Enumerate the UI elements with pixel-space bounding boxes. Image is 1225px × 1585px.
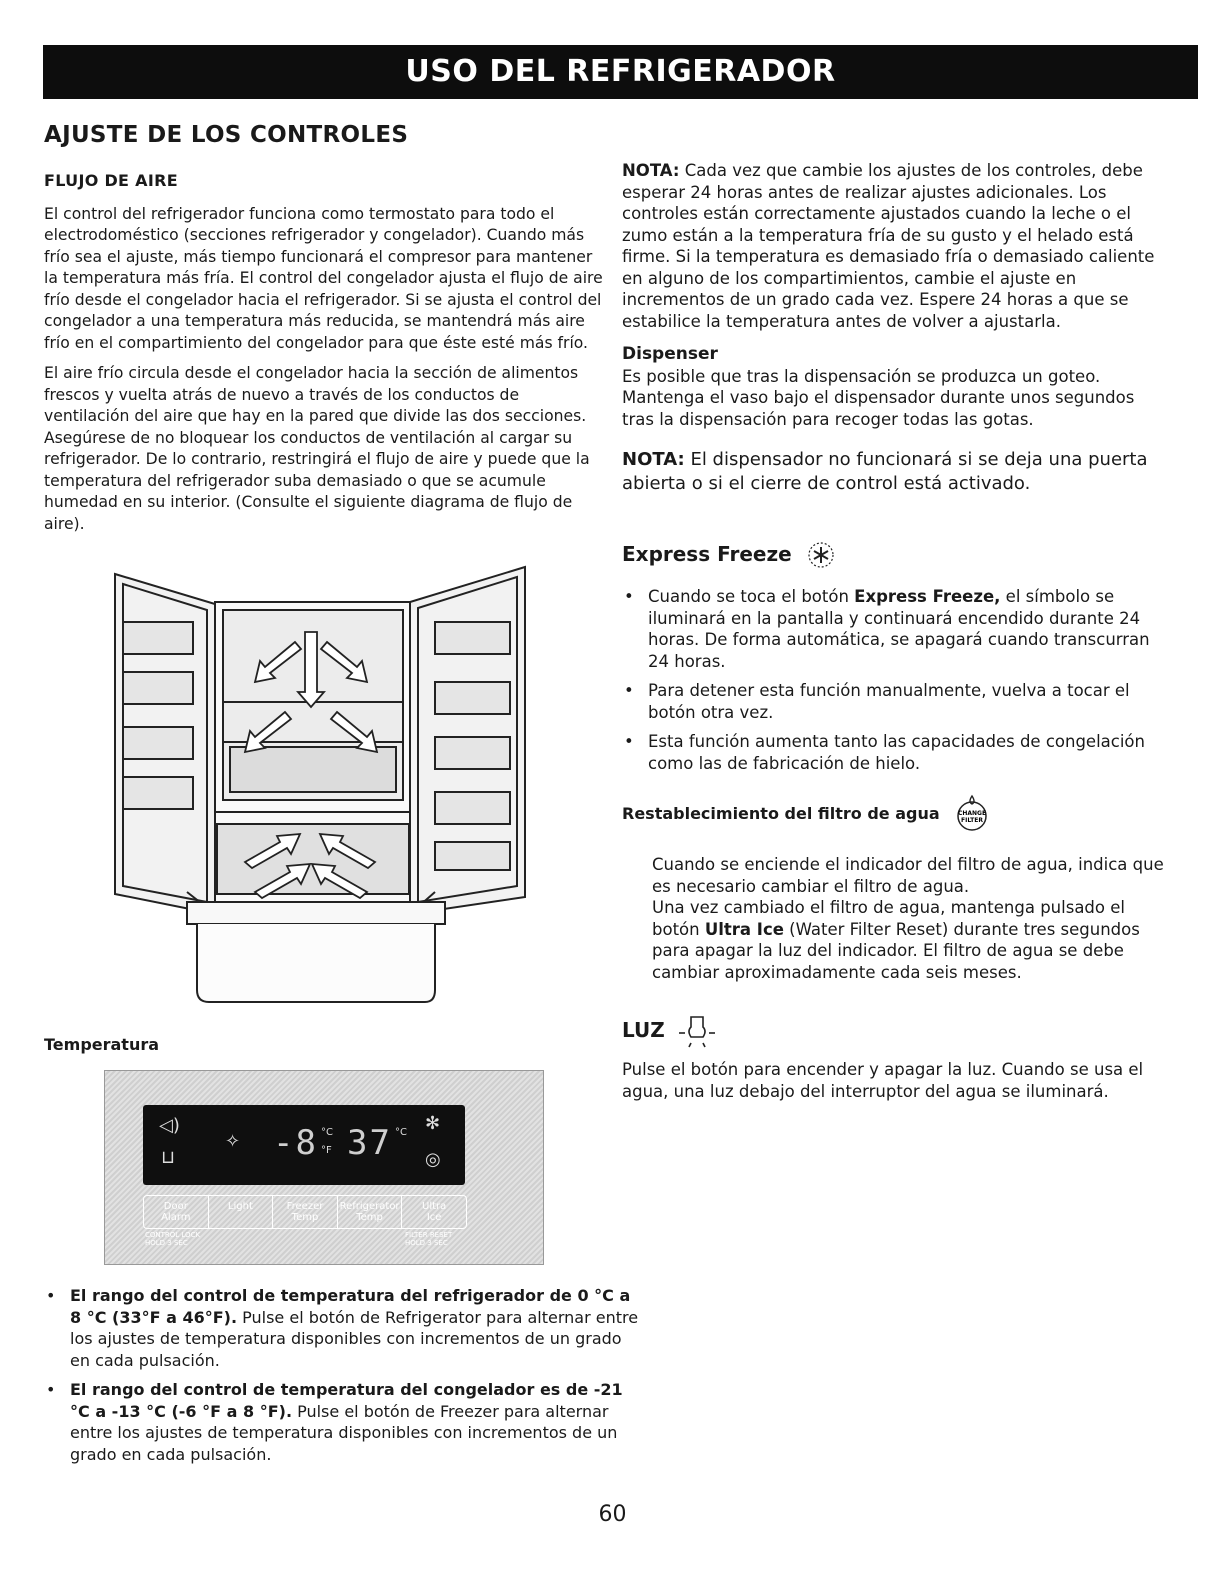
light-icon: ✧ <box>225 1131 241 1152</box>
fridge-temp-digits: 37 <box>347 1123 392 1163</box>
freezer-temp-button[interactable]: Freezer Temp <box>273 1196 338 1228</box>
lock-icon: ⊔ <box>161 1147 176 1168</box>
left-column <box>44 170 604 535</box>
express-freeze-title: Express Freeze <box>622 538 1170 572</box>
flujo-paragraph-2: El aire frío circula desde el congelador hacia la sección de alimentos frescos y vuelta atrás de nuevo a través de los conductos de ventilación del aire que hay en la pared que divide las dos secciones. Asegúrese de no bloquear los conductos de ventilación al cargar su refrigerador. De lo contrario, restringirá el flujo de aire y puede que la temperatura del refrigerador suba demasiado o que se acumule humedad en su interior. (Consulte el siguiente diagrama de flujo de aire). <box>44 364 590 533</box>
airflow-diagram <box>105 562 535 1034</box>
change-filter-icon <box>952 794 992 834</box>
svg-text:FILTER: FILTER <box>960 817 983 824</box>
luz-text: Pulse el botón para encender y apagar la luz. Cuando se usa el agua, una luz debajo del interruptor del agua se iluminará. <box>622 1060 1144 1101</box>
dispenser-title: Dispenser <box>622 344 718 364</box>
dispenser-text: Es posible que tras la dispensación se produzca un goteo. Mantenga el vaso bajo el dispensador durante unos segundos tras la dispensación para recoger todas las gotas. <box>622 366 1135 429</box>
unit-celsius-fridge: °C <box>395 1127 407 1138</box>
list-item: • Esta función aumenta tanto las capacidades de congelación como las de fabricación de hielo. <box>622 731 1170 774</box>
svg-text:CHANGE: CHANGE <box>957 810 986 817</box>
filter-reset-caption: FILTER RESET HOLD 3 SEC <box>405 1231 453 1247</box>
panel-buttons <box>143 1195 467 1229</box>
door-alarm-icon: ◁) <box>159 1115 180 1136</box>
light-button[interactable]: Light <box>209 1196 274 1228</box>
temperatura-label: Temperatura <box>44 1035 160 1054</box>
filtro-title: Restablecimiento del filtro de agua CHANGE FILTER <box>622 794 1170 834</box>
list-item: • Cuando se toca el botón Express Freeze, el símbolo se iluminará en la pantalla y continuará encendido durante 24 horas. De forma automática, se apagará cuando transcurran 24 horas. <box>622 586 1170 672</box>
filtro-paragraph-1: Cuando se enciende el indicador del filtro de agua, indica que es necesario cambiar el filtro de agua. <box>652 855 1164 896</box>
page-banner: USO DEL REFRIGERADOR <box>43 45 1198 99</box>
unit-fahrenheit: °F <box>321 1145 332 1156</box>
express-freeze-icon: ✻ <box>425 1113 441 1134</box>
list-item: • El rango del control de temperatura del congelador es de -21 °C a -13 °C (-6 °F a 8 °F). Pulse el botón de Freezer para alternar entre los ajustes de temperatura disponibles con incrementos de un grado en cada pulsación. <box>44 1379 644 1465</box>
panel-display <box>143 1105 465 1185</box>
freezer-temp-digits: -8 <box>273 1123 318 1163</box>
snowflake-icon <box>804 538 838 572</box>
right-column <box>622 160 1170 1102</box>
control-lock-caption: CONTROL LOCK HOLD 3 SEC <box>145 1231 201 1247</box>
filter-icon: ◎ <box>425 1149 441 1170</box>
page-number: 60 <box>598 1502 627 1527</box>
refrigerator-temp-button[interactable]: Refrigerator Temp <box>338 1196 403 1228</box>
filtro-paragraph-2: Una vez cambiado el filtro de agua, mantenga pulsado el botón Ultra Ice (Water Filter Reset) durante tres segundos para apagar la luz del indicador. El filtro de agua se debe cambiar aproximadamente cada seis meses. <box>652 898 1140 982</box>
nota-1: NOTA: Cada vez que cambie los ajustes de los controles, debe esperar 24 horas antes de realizar ajustes adicionales. Los controles están correctamente ajustados cuando la leche o el zumo están a la temperatura fría de su gusto y el helado está firme. Si la temperatura es demasiado fría o demasiado caliente en alguno de los compartimientos, cambie el ajuste en incrementos de un grado cada vez. Espere 24 horas a que se estabilice la temperatura antes de volver a ajustarla. <box>622 161 1155 331</box>
temperature-ranges <box>44 1285 644 1473</box>
list-item: • El rango del control de temperatura del refrigerador de 0 °C a 8 °C (33°F a 46°F). Pulse el botón de Refrigerator para alternar entre los ajustes de temperatura disponibles con incrementos de un grado en cada pulsación. <box>44 1285 644 1371</box>
lightbulb-icon <box>677 1011 717 1051</box>
door-alarm-button[interactable]: Door Alarm <box>144 1196 209 1228</box>
flujo-title: FLUJO DE AIRE <box>44 171 178 190</box>
unit-celsius: °C <box>321 1127 333 1138</box>
nota-2: NOTA: El dispensador no funcionará si se deja una puerta abierta o si el cierre de control está activado. <box>622 449 1148 494</box>
section-title: AJUSTE DE LOS CONTROLES <box>44 122 409 148</box>
control-panel <box>104 1070 544 1265</box>
flujo-paragraph-1: El control del refrigerador funciona como termostato para todo el electrodoméstico (secciones refrigerador y congelador). Cuando más frío sea el ajuste, más tiempo funcionará el compresor para mantener la temperatura más fría. El control del congelador ajusta el flujo de aire frío desde el congelador hacia el refrigerador. Si se ajusta el control del congelador a una temperatura más reducida, se mantendrá más aire frío en el compartimiento del congelador para que éste esté más frío. <box>44 204 603 352</box>
list-item: • Para detener esta función manualmente, vuelva a tocar el botón otra vez. <box>622 680 1170 723</box>
ultra-ice-button[interactable]: Ultra Ice <box>422 1201 447 1223</box>
luz-title: LUZ <box>622 1011 1170 1051</box>
